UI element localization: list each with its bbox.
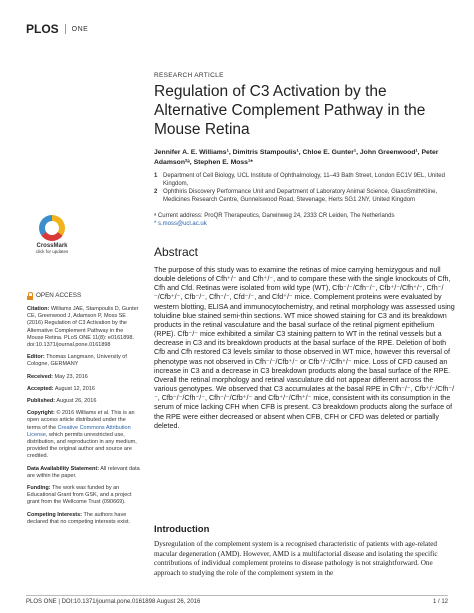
article-type: RESEARCH ARTICLE bbox=[154, 72, 224, 79]
abstract-body: The purpose of this study was to examine the retinas of mice carrying hemizygous and null double deletions of Cfh⁺/⁻ and Cfh⁺/⁻, and to compare these with the single knockouts of Cfh, Cfh and Cfd. Retinas were isolated from wild type (WT), Cfb⁻/⁻/Cfh⁻/⁻, Cfb⁺/⁻/Cfh⁺/⁻, Cfh⁻/⁻/Cfb⁺/⁻, Cfb⁻/⁻, Cfh⁻/⁻, Cfd⁻/⁻, and Cfd⁺/⁻ mice. Complement proteins were evaluated by western blotting, ELISA and immunocytochemistry, and retinal morphology was assessed using toluidine blue stained semi-thin sections. WT mice showed staining for C3 and its breakdown products in the retinal vasculature and the basal surface of the retinal pigment epithelium (RPE). Cfb⁻/⁻ mice exhibited a similar C3 staining pattern to WT in the retinal vessels but a decrease in C3 and its breakdown products at the basal surface of the RPE. Deletion of both Cfb and Cfh restored C3 levels similar to those observed in WT mice, however this reversal of phenotype was not observed in Cfh⁻/⁻/Cfb⁺/⁻ or Cfb⁺/⁻/Cfh⁺/⁻ mice. Loss of CFD caused an increase in C3 and a decrease in C3 breakdown products along the basal surface of the RPE. Overall the retinal morphology and retinal vasculature did not appear different across the various genotypes. We observed that C3 accumulates at the basal RPE in Cfh⁻/⁻, Cfb⁺/⁻/Cfh⁻/⁻, Cfb⁻/⁻/Cfh⁻/⁻, Cfh⁻/⁻/Cfb⁺/⁻ and Cfb⁺/⁻/Cfh⁺/⁻ mice, consistent with its consumption in the serum of mice lacking CFH when CFB is present. C3 breakdown products along the surface of the RPE were either decreased or absent when CFB, CFH or CFD was deleted or partially deleted. bbox=[154, 266, 455, 430]
abstract-heading: Abstract bbox=[154, 245, 199, 259]
introduction-heading: Introduction bbox=[154, 524, 210, 535]
funding-text: The work was funded by an Educational Grant from GSK, and a project grant from the Wellcome Trust (090669). bbox=[27, 485, 132, 506]
funding bbox=[27, 485, 140, 507]
affiliation-number: 2 bbox=[154, 189, 158, 195]
introduction-body: Dysregulation of the complement system is a recognised characteristic of patients with age-related macular degeneration (AMD). However, AMD is a multifactorial disease and isolating the specific contributions of individual complement proteins to disease pathology is not straightforward. One approach to studying the role of the complement system in the bbox=[154, 540, 438, 577]
page-number: 1 / 12 bbox=[432, 599, 448, 605]
corresponding-email-link[interactable]: * s.moss@ucl.ac.uk bbox=[154, 221, 207, 227]
affiliations bbox=[154, 172, 454, 204]
author-list: Jennifer A. E. Williams¹, Dimitris Stampoulis¹, Chloe E. Gunter¹, John Greenwood¹, Peter Adamson²ᵃ, Stephen E. Moss¹* bbox=[154, 149, 439, 166]
funding-label: Funding: bbox=[27, 485, 51, 492]
citation bbox=[27, 306, 140, 349]
logo-text: PLOS bbox=[26, 22, 59, 36]
current-address-note: ᵃ Current address: ProQR Therapeutics, Darwinweg 24, 2333 CR Leiden, The Netherlands bbox=[154, 213, 395, 219]
affiliation-1 bbox=[154, 172, 454, 188]
data-availability-label: Data Availability Statement: bbox=[27, 465, 100, 472]
article-info-sidebar bbox=[27, 292, 140, 531]
received-label: Received: bbox=[27, 373, 53, 380]
accepted-value: August 12, 2016 bbox=[54, 385, 95, 392]
copyright-label: Copyright: bbox=[27, 410, 55, 417]
open-lock-icon bbox=[27, 292, 33, 300]
license-link[interactable]: Creative Commons Attribution License bbox=[27, 424, 131, 438]
citation-text: Williams JAE, Stampoulis D, Gunter CE, Greenwood J, Adamson P, Moss SE (2016) Regulation of C3 Activation by the Alternative Complement Pathway in the Mouse Retina. PLoS ONE 11(8): e0161898. doi:10.1371/journal.pone.0161898 bbox=[27, 306, 139, 349]
published-value: August 26, 2016 bbox=[56, 398, 97, 405]
competing-interests-text: The authors have declared that no competing interests exist. bbox=[27, 511, 131, 525]
plos-one-logo[interactable] bbox=[26, 22, 88, 36]
accepted-date bbox=[27, 386, 140, 393]
affiliation-text: Ophthiris Discovery Performance Unit and Department of Laboratory Animal Science, GlaxoSmithKline, Medicines Research Centre, Gunnelswood Road, Stevenage, Herts SG1 2NY, United Kingdom bbox=[163, 189, 438, 203]
open-access-badge bbox=[27, 292, 140, 300]
data-availability bbox=[27, 466, 140, 480]
logo-divider bbox=[65, 24, 66, 34]
citation-label: Citation: bbox=[27, 306, 50, 312]
open-access-label: OPEN ACCESS bbox=[36, 292, 82, 300]
crossmark-icon bbox=[39, 215, 65, 241]
article-title: Regulation of C3 Activation by the Alternative Complement Pathway in the Mouse Retina bbox=[154, 83, 426, 138]
crossmark-sublabel: click for updates bbox=[35, 249, 69, 254]
copyright-text-2: , which permits unrestricted use, distribution, and reproduction in any medium, provided the original author and source are credited. bbox=[27, 431, 137, 460]
crossmark-badge[interactable] bbox=[27, 215, 77, 254]
logo-suffix: ONE bbox=[71, 25, 89, 33]
footer-citation: PLOS ONE | DOI:10.1371/journal.pone.0161898 August 26, 2016 bbox=[26, 599, 201, 605]
crossmark-label: CrossMark bbox=[36, 243, 68, 249]
data-availability-text: All relevant data are within the paper. bbox=[27, 465, 140, 479]
received-date bbox=[27, 374, 140, 381]
copyright bbox=[27, 410, 140, 460]
competing-interests bbox=[27, 512, 140, 526]
affiliation-text: Department of Cell Biology, UCL Institute of Ophthalmology, 11–43 Bath Street, London EC1V 9EL, United Kingdom, bbox=[163, 173, 445, 187]
affiliation-number: 1 bbox=[154, 173, 158, 179]
received-value: May 23, 2016 bbox=[54, 373, 88, 380]
editor bbox=[27, 354, 140, 368]
published-date bbox=[27, 398, 140, 405]
copyright-text-1: © 2016 Williams et al. This is an open access article distributed under the terms of the bbox=[27, 410, 135, 431]
accepted-label: Accepted: bbox=[27, 385, 54, 392]
competing-interests-label: Competing Interests: bbox=[27, 511, 83, 518]
footer-divider bbox=[26, 595, 448, 596]
editor-text: Thomas Langmann, University of Cologne, GERMANY bbox=[27, 354, 127, 368]
published-label: Published: bbox=[27, 398, 56, 405]
affiliation-2 bbox=[154, 188, 454, 204]
editor-label: Editor: bbox=[27, 354, 45, 361]
author-notes bbox=[154, 212, 454, 228]
